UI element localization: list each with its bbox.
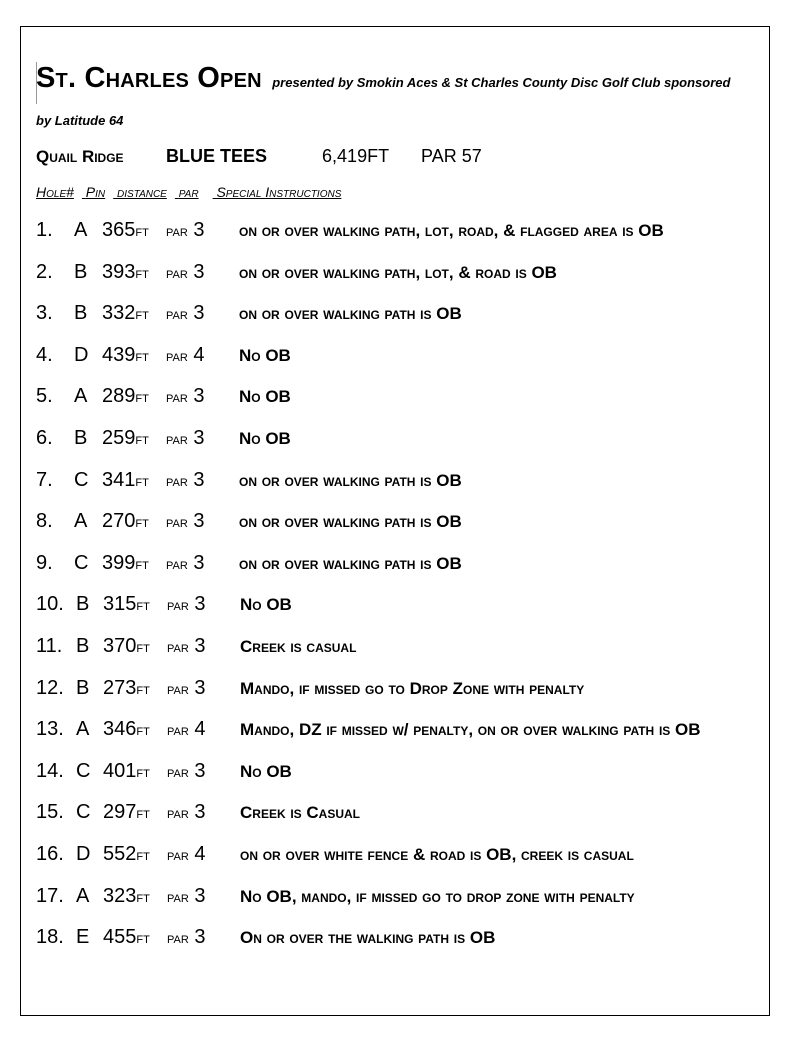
distance-unit: ft bbox=[135, 389, 149, 407]
hole-par bbox=[167, 677, 240, 700]
header-distance: distance bbox=[117, 184, 167, 200]
pin-position: B bbox=[74, 427, 88, 449]
par-label: par bbox=[167, 888, 189, 906]
event-subtitle: presented by Smokin Aces & St Charles County Disc Golf Club sponsored bbox=[272, 75, 731, 90]
par-value: 3 bbox=[193, 427, 205, 449]
pin-position: D bbox=[76, 843, 91, 865]
hole-row bbox=[36, 718, 701, 748]
hole-number: 5. bbox=[36, 385, 53, 408]
special-instructions: on or over walking path is OB bbox=[239, 553, 462, 573]
hole-row bbox=[36, 760, 292, 790]
header-pin: Pin bbox=[85, 184, 106, 200]
special-instructions: on or over white fence & road is OB, creek is casual bbox=[240, 845, 634, 864]
par-value: 3 bbox=[193, 551, 205, 574]
hole-number: 15. bbox=[36, 801, 64, 824]
par-label: par bbox=[166, 389, 188, 407]
distance-unit: ft bbox=[135, 431, 149, 448]
distance-value: 455 bbox=[103, 926, 137, 949]
special-instructions: On or over the walking path is OB bbox=[240, 928, 496, 948]
hole-number: 12. bbox=[36, 676, 64, 699]
hole-row bbox=[36, 510, 462, 540]
distance-unit: ft bbox=[135, 555, 149, 573]
distance-value: 341 bbox=[102, 468, 136, 491]
distance-value: 315 bbox=[103, 593, 137, 616]
title-line bbox=[36, 62, 730, 95]
distance-unit: ft bbox=[136, 722, 150, 740]
special-instructions: on or over walking path is OB bbox=[239, 470, 462, 490]
hole-row bbox=[36, 801, 360, 831]
par-value: 3 bbox=[193, 468, 205, 491]
pin-position: C bbox=[74, 468, 89, 491]
hole-number: 14. bbox=[36, 759, 64, 782]
distance-unit: ft bbox=[135, 347, 149, 365]
par-value: 3 bbox=[193, 302, 205, 325]
par-label: par bbox=[167, 847, 189, 864]
hole-number: 16. bbox=[36, 843, 64, 865]
hole-number: 7. bbox=[36, 468, 53, 491]
pin-position: B bbox=[76, 676, 90, 699]
hole-distance bbox=[103, 843, 167, 866]
special-instructions: Mando, if missed go to Drop Zone with penalty bbox=[240, 678, 585, 698]
par-label: par bbox=[166, 306, 188, 324]
par-label: par bbox=[167, 597, 189, 615]
distance-value: 365 bbox=[102, 219, 136, 241]
distance-unit: ft bbox=[136, 763, 150, 781]
par-label: par bbox=[166, 555, 188, 573]
header-instructions: Special Instructions bbox=[216, 184, 342, 200]
par-value: 3 bbox=[194, 884, 206, 907]
special-instructions: No OB bbox=[240, 761, 292, 781]
hole-number: 10. bbox=[36, 593, 64, 616]
distance-value: 346 bbox=[103, 718, 137, 741]
hole-distance bbox=[102, 510, 166, 533]
header-par: par bbox=[178, 184, 199, 200]
par-value: 3 bbox=[193, 385, 205, 408]
special-instructions: on or over walking path is OB bbox=[239, 304, 462, 324]
hole-row bbox=[36, 552, 462, 582]
special-instructions: No OB bbox=[239, 429, 291, 448]
distance-unit: ft bbox=[136, 930, 150, 948]
pin-position: A bbox=[74, 219, 88, 241]
distance-unit: ft bbox=[136, 597, 150, 615]
special-instructions: on or over walking path is OB bbox=[239, 512, 462, 532]
par-value: 4 bbox=[194, 718, 206, 741]
pin-position: D bbox=[74, 343, 89, 366]
distance-value: 323 bbox=[103, 884, 137, 907]
hole-par bbox=[166, 510, 239, 533]
special-instructions: Creek is Casual bbox=[240, 803, 361, 823]
par-value: 3 bbox=[193, 219, 205, 241]
hole-par bbox=[166, 552, 239, 575]
hole-par bbox=[167, 843, 240, 866]
distance-value: 273 bbox=[103, 676, 137, 699]
hole-row bbox=[36, 427, 291, 457]
par-label: par bbox=[167, 930, 189, 948]
hole-distance bbox=[102, 552, 166, 575]
distance-value: 332 bbox=[102, 302, 136, 325]
pin-position: C bbox=[74, 551, 89, 574]
pin-position: B bbox=[76, 635, 90, 657]
par-value: 3 bbox=[194, 801, 206, 824]
par-value: 3 bbox=[194, 635, 206, 657]
hole-distance bbox=[103, 593, 167, 616]
distance-value: 552 bbox=[103, 843, 137, 865]
hole-row bbox=[36, 635, 356, 665]
par-value: 3 bbox=[193, 510, 205, 533]
event-subtitle-continued: by Latitude 64 bbox=[36, 113, 124, 128]
hole-number: 3. bbox=[36, 302, 53, 325]
course-tees: BLUE TEES bbox=[166, 146, 268, 166]
event-title: St. Charles Open bbox=[36, 62, 262, 94]
hole-distance bbox=[102, 469, 166, 492]
par-label: par bbox=[166, 514, 188, 532]
hole-par bbox=[167, 635, 240, 658]
pin-position: E bbox=[76, 926, 90, 949]
hole-distance bbox=[103, 885, 167, 908]
hole-distance bbox=[102, 344, 166, 367]
hole-distance bbox=[103, 926, 167, 949]
hole-distance bbox=[102, 261, 166, 284]
distance-value: 289 bbox=[102, 385, 136, 408]
distance-unit: ft bbox=[135, 472, 149, 490]
hole-distance bbox=[102, 219, 166, 242]
hole-row bbox=[36, 261, 557, 291]
hole-number: 6. bbox=[36, 427, 53, 449]
hole-number: 1. bbox=[36, 219, 53, 241]
hole-par bbox=[167, 885, 240, 908]
pin-position: A bbox=[74, 385, 88, 408]
special-instructions: No OB bbox=[240, 595, 292, 615]
hole-par bbox=[166, 261, 239, 284]
hole-par bbox=[166, 302, 239, 325]
hole-row bbox=[36, 302, 462, 332]
distance-value: 370 bbox=[103, 635, 137, 657]
hole-distance bbox=[103, 718, 167, 741]
special-instructions: on or over walking path, lot, & road is OB bbox=[239, 262, 557, 282]
hole-number: 9. bbox=[36, 551, 53, 574]
hole-par bbox=[166, 219, 239, 242]
course-length: 6,419FT bbox=[322, 146, 390, 166]
par-value: 3 bbox=[194, 676, 206, 699]
hole-par bbox=[166, 344, 239, 367]
hole-distance bbox=[103, 677, 167, 700]
special-instructions: Mando, DZ if missed w/ penalty, on or over walking path is OB bbox=[240, 720, 701, 740]
distance-unit: ft bbox=[136, 888, 150, 906]
distance-value: 259 bbox=[102, 427, 136, 449]
hole-number: 4. bbox=[36, 343, 53, 366]
pin-position: B bbox=[74, 260, 88, 283]
par-value: 3 bbox=[193, 260, 205, 283]
par-value: 3 bbox=[194, 593, 206, 616]
par-label: par bbox=[166, 223, 188, 240]
hole-row bbox=[36, 843, 634, 873]
distance-unit: ft bbox=[136, 639, 150, 656]
hole-par bbox=[166, 385, 239, 408]
hole-number: 11. bbox=[36, 635, 63, 657]
par-label: par bbox=[167, 639, 189, 656]
distance-value: 439 bbox=[102, 343, 136, 366]
hole-number: 17. bbox=[36, 884, 64, 907]
hole-par bbox=[166, 469, 239, 492]
pin-position: A bbox=[76, 718, 90, 741]
course-par: PAR 57 bbox=[421, 146, 482, 166]
hole-row bbox=[36, 677, 584, 707]
hole-par bbox=[167, 593, 240, 616]
par-label: par bbox=[167, 680, 189, 698]
par-label: par bbox=[167, 763, 189, 781]
special-instructions: No OB, mando, if missed go to drop zone with penalty bbox=[240, 886, 635, 906]
distance-value: 270 bbox=[102, 510, 136, 533]
pin-position: B bbox=[74, 302, 88, 325]
distance-unit: ft bbox=[135, 514, 149, 532]
distance-unit: ft bbox=[136, 805, 150, 823]
special-instructions: No OB bbox=[239, 345, 291, 365]
hole-par bbox=[167, 926, 240, 949]
hole-row bbox=[36, 926, 495, 956]
pin-position: C bbox=[76, 759, 91, 782]
distance-value: 399 bbox=[102, 551, 136, 574]
hole-row bbox=[36, 885, 635, 915]
special-instructions: on or over walking path, lot, road, & flagged area is OB bbox=[239, 221, 664, 240]
hole-number: 2. bbox=[36, 260, 53, 283]
hole-row bbox=[36, 469, 462, 499]
hole-distance bbox=[103, 801, 167, 824]
hole-par bbox=[167, 801, 240, 824]
hole-row bbox=[36, 593, 292, 623]
distance-value: 297 bbox=[103, 801, 137, 824]
distance-unit: ft bbox=[136, 847, 150, 864]
par-value: 3 bbox=[194, 926, 206, 949]
hole-distance bbox=[103, 635, 167, 658]
par-value: 3 bbox=[194, 759, 206, 782]
table-header bbox=[36, 184, 349, 200]
par-value: 4 bbox=[194, 843, 206, 865]
header-hole: Hole# bbox=[36, 184, 74, 200]
hole-distance bbox=[103, 760, 167, 783]
hole-number: 8. bbox=[36, 510, 53, 533]
pin-position: B bbox=[76, 593, 90, 616]
special-instructions: No OB bbox=[239, 387, 291, 407]
distance-unit: ft bbox=[135, 306, 149, 324]
pin-position: A bbox=[76, 884, 90, 907]
hole-distance bbox=[102, 427, 166, 450]
par-label: par bbox=[167, 805, 189, 823]
pin-position: C bbox=[76, 801, 91, 824]
hole-distance bbox=[102, 302, 166, 325]
distance-value: 401 bbox=[103, 759, 137, 782]
distance-unit: ft bbox=[135, 264, 149, 282]
hole-row bbox=[36, 385, 291, 415]
course-info bbox=[36, 146, 482, 167]
par-label: par bbox=[166, 264, 188, 282]
hole-distance bbox=[102, 385, 166, 408]
pin-position: A bbox=[74, 510, 88, 533]
special-instructions: Creek is casual bbox=[240, 637, 357, 656]
distance-unit: ft bbox=[135, 223, 149, 240]
hole-row bbox=[36, 219, 664, 249]
par-label: par bbox=[166, 472, 188, 490]
hole-par bbox=[167, 718, 240, 741]
par-label: par bbox=[166, 431, 188, 448]
course-name: Quail Ridge bbox=[36, 147, 124, 166]
distance-unit: ft bbox=[136, 680, 150, 698]
distance-value: 393 bbox=[102, 260, 136, 283]
hole-row bbox=[36, 344, 291, 374]
hole-par bbox=[167, 760, 240, 783]
hole-number: 13. bbox=[36, 718, 64, 741]
hole-par bbox=[166, 427, 239, 450]
hole-number: 18. bbox=[36, 926, 64, 949]
par-label: par bbox=[166, 347, 188, 365]
par-label: par bbox=[167, 722, 189, 740]
par-value: 4 bbox=[193, 343, 205, 366]
